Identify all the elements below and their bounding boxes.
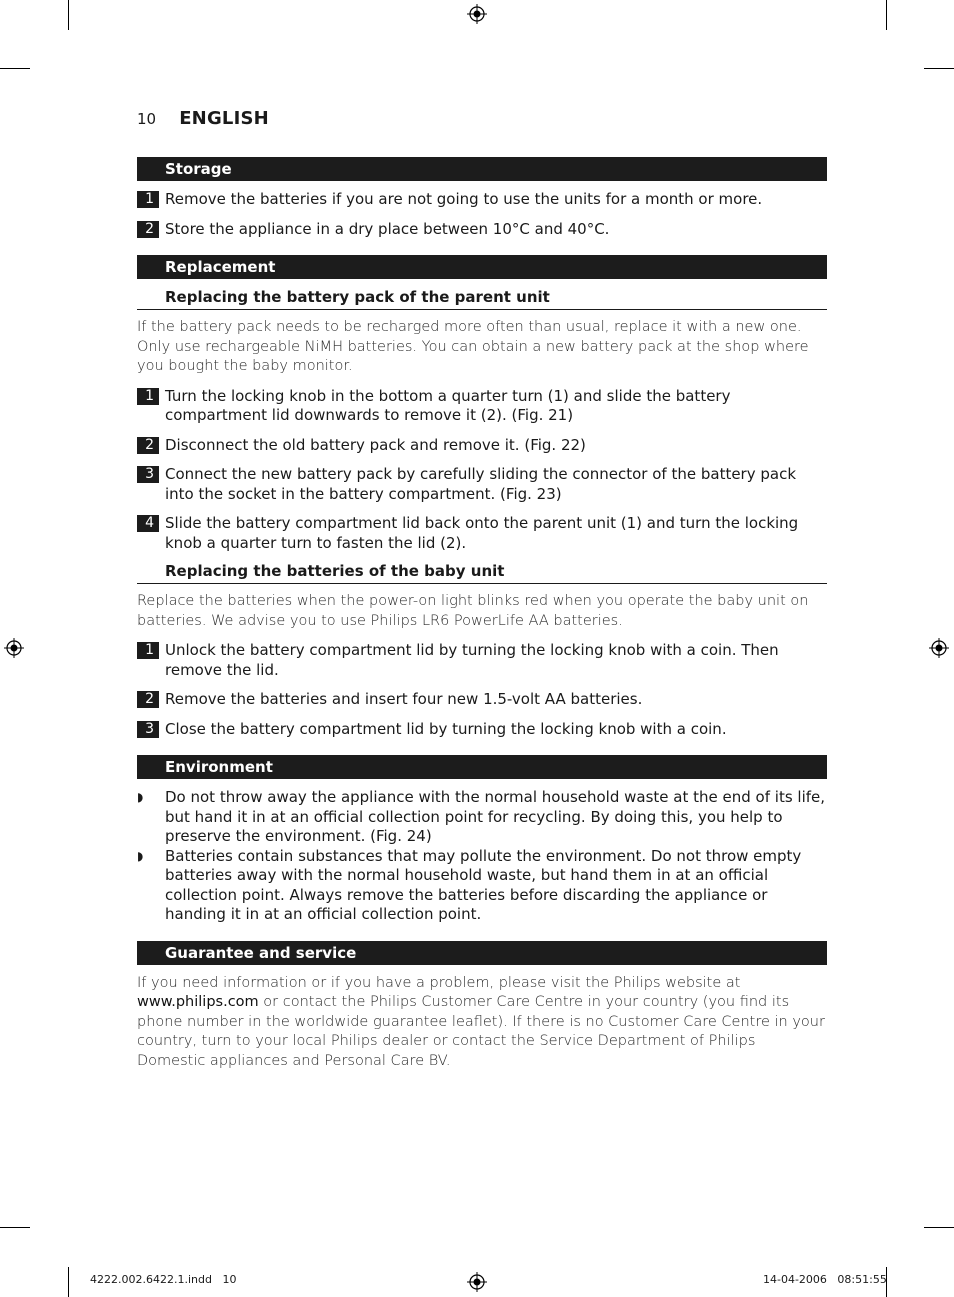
bullet-text: Do not throw away the appliance with the normal household waste at the end of its life, but hand it in at an official collection point for recycling. By doing this, you help to preserve the environment. (Fig. 24)	[165, 788, 826, 845]
parent-step	[137, 514, 827, 553]
step-text: Unlock the battery compartment lid by turning the locking knob with a coin. Then remove the lid.	[165, 641, 779, 679]
step-number: 3	[137, 466, 159, 483]
crop-mark	[0, 1227, 30, 1228]
parent-step	[137, 387, 827, 426]
section-heading-storage: Storage	[137, 157, 827, 181]
intro-baby-unit: Replace the batteries when the power-on light blinks red when you operate the baby unit on batteries. We advise you to use Philips LR6 PowerLife AA batteries.	[137, 593, 809, 629]
crop-mark	[924, 68, 954, 69]
step-text: Turn the locking knob in the bottom a quarter turn (1) and slide the battery compartment lid downwards to remove it (2). (Fig. 21)	[165, 386, 731, 424]
crop-mark	[68, 1267, 69, 1297]
baby-step	[137, 720, 827, 740]
bullet-text: Batteries contain substances that may pollute the environment. Do not throw empty batteries away with the normal household waste, but hand them in at an official collection point. Always remove the batteries before discarding the appliance or handing it in at an official collection point.	[165, 846, 802, 923]
step-number: 1	[137, 191, 159, 208]
guarantee-text-before: If you need information or if you have a problem, please visit the Philips website at	[137, 974, 741, 991]
section-heading-guarantee: Guarantee and service	[137, 941, 827, 965]
bullet-icon: ◗	[137, 790, 144, 804]
environment-bullet	[137, 847, 827, 925]
footer-file-name: 4222.002.6422.1.indd 10	[90, 1273, 237, 1286]
guarantee-text	[137, 974, 827, 1072]
subheading-baby-unit: Replacing the batteries of the baby unit	[137, 562, 827, 584]
storage-step	[137, 190, 827, 210]
step-number: 2	[137, 691, 159, 708]
bullet-icon: ◗	[137, 848, 144, 863]
page-content	[137, 157, 827, 1081]
guarantee-text-after: or contact the Philips Customer Care Centre in your country (you find its phone number in the worldwide guarantee leaflet). If there is no Customer Care Centre in your country, turn to your local Philips dealer or contact the Service Department of Philips Domestic appliances and Personal Care BV.	[137, 994, 825, 1069]
section-heading-replacement: Replacement	[137, 255, 827, 279]
environment-bullet	[137, 788, 827, 847]
step-text: Slide the battery compartment lid back onto the parent unit (1) and turn the locking knob a quarter turn to fasten the lid (2).	[165, 514, 799, 552]
baby-step	[137, 690, 827, 710]
step-text: Store the appliance in a dry place between 10°C and 40°C.	[165, 219, 610, 238]
step-number: 2	[137, 221, 159, 238]
philips-website-link[interactable]: www.philips.com	[137, 994, 259, 1010]
step-number: 4	[137, 515, 159, 532]
storage-step	[137, 220, 827, 240]
step-number: 3	[137, 721, 159, 738]
registration-mark-icon	[929, 638, 949, 658]
registration-mark-icon	[467, 4, 487, 24]
step-text: Remove the batteries if you are not going to use the units for a month or more.	[165, 190, 763, 208]
registration-mark-icon	[467, 1272, 487, 1292]
crop-mark	[0, 68, 30, 69]
crop-mark	[886, 0, 887, 30]
crop-mark	[924, 1227, 954, 1228]
page-number: 10	[137, 110, 157, 128]
step-text: Remove the batteries and insert four new 1.5-volt AA batteries.	[165, 690, 643, 708]
parent-step	[137, 465, 827, 504]
step-number: 1	[137, 388, 159, 405]
step-text: Disconnect the old battery pack and remove it. (Fig. 22)	[165, 435, 586, 454]
step-text: Close the battery compartment lid by turning the locking knob with a coin.	[165, 719, 727, 738]
page-header	[137, 108, 269, 129]
step-number: 2	[137, 437, 159, 454]
step-number: 1	[137, 642, 159, 659]
crop-mark	[68, 0, 69, 30]
intro-parent-unit: If the battery pack needs to be recharged more often than usual, replace it with a new one. Only use rechargeable NiMH batteries. You can obtain a new battery pack at the shop where you bought the baby monitor.	[137, 319, 809, 374]
step-text: Connect the new battery pack by carefully sliding the connector of the battery pack into the socket in the battery compartment. (Fig. 23)	[165, 465, 797, 503]
baby-step	[137, 641, 827, 680]
footer-date: 14-04-2006 08:51:55	[763, 1273, 887, 1286]
registration-mark-icon	[4, 638, 24, 658]
section-heading-environment: Environment	[137, 755, 827, 779]
language-title: ENGLISH	[179, 108, 269, 129]
parent-step	[137, 436, 827, 456]
subheading-parent-unit: Replacing the battery pack of the parent unit	[137, 288, 827, 310]
